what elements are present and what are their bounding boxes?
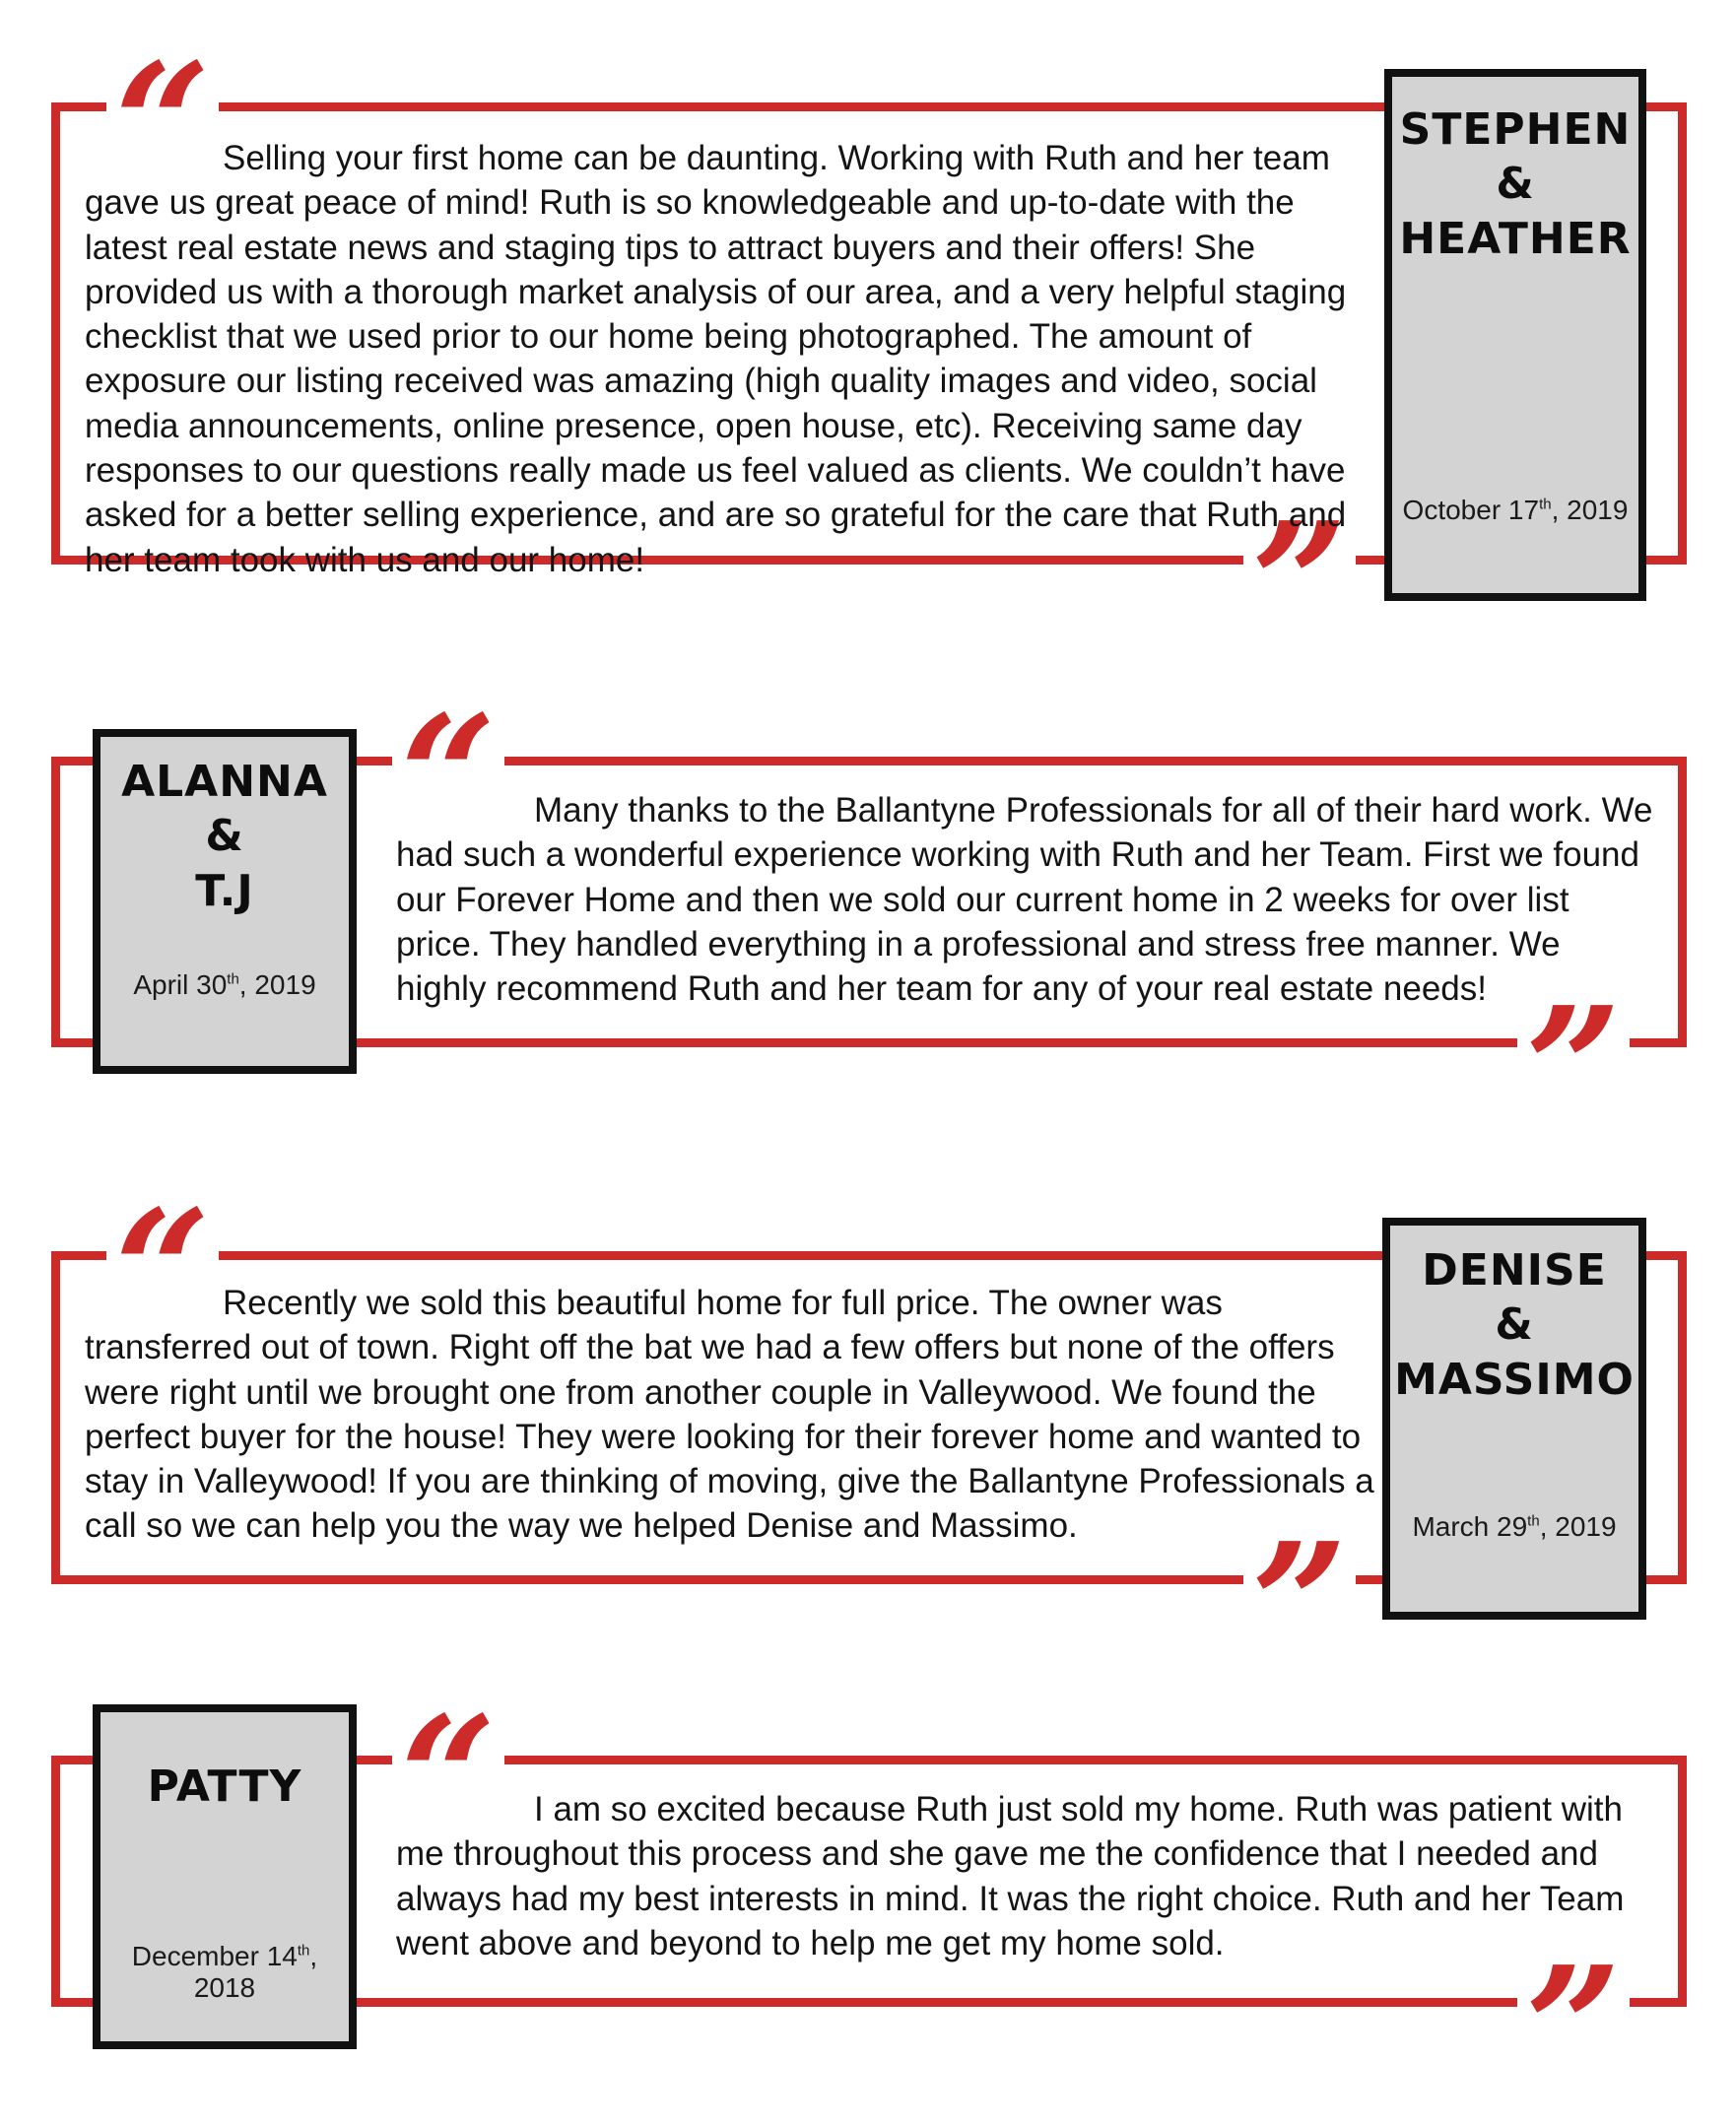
client-names: [1392, 102, 1638, 266]
testimonial-text: I am so excited because Ruth just sold my home. Ruth was patient with me throughout this process and she gave me the confidence that I needed and always had my best interests in mind. It was the right choice. Ruth and her Team went above and beyond to help me get my home sold.: [396, 1790, 1625, 1962]
testimonial-text: Many thanks to the Ballantyne Professionals for all of their hard work. We had such a wonderful experience working with Ruth and her Team. First we found our Forever Home and then we sold our current home in 2 weeks for over list price. They handled everything in a professional and stress free manner. We highly recommend Ruth and her team for any of your real estate needs!: [396, 791, 1653, 1009]
close-quote-icon: ”: [1517, 985, 1630, 1153]
close-quote-icon: ”: [1243, 1521, 1356, 1689]
open-quote-icon: “: [392, 1695, 504, 1862]
name-card: [93, 729, 357, 1074]
close-quote-icon: ”: [1517, 1945, 1630, 2112]
name-card: [1382, 1218, 1646, 1620]
ampersand: &: [1495, 1299, 1534, 1351]
open-quote-icon: “: [106, 41, 219, 209]
ampersand: &: [1496, 159, 1535, 210]
client-name: STEPHEN: [1399, 104, 1632, 155]
client-names: [100, 1760, 349, 1814]
client-name: ALANNA: [121, 757, 328, 807]
client-name: HEATHER: [1399, 213, 1632, 264]
client-name: PATTY: [147, 1762, 302, 1812]
close-quote-icon: ”: [1243, 500, 1356, 668]
open-quote-icon: “: [392, 694, 504, 861]
client-name: DENISE: [1422, 1245, 1607, 1296]
open-quote-icon: “: [106, 1188, 219, 1356]
name-card: [1384, 69, 1646, 601]
testimonial-date: March 29th, 2019: [1412, 1511, 1617, 1542]
testimonial-date: October 17th, 2019: [1402, 495, 1629, 525]
testimonial-date: December 14th, 2018: [131, 1941, 318, 2003]
name-card: [93, 1704, 357, 2049]
testimonial-date: April 30th, 2019: [133, 969, 316, 1000]
client-names: [100, 755, 349, 918]
client-name: T.J: [195, 865, 254, 916]
testimonial-text: Recently we sold this beautiful home for full price. The owner was transferred out of town. Right off the bat we had a few offers but none of the offers were right until we brought one from another couple in Valleywood. We found the perfect buyer for the house! They were looking for their forever home and wanted to stay in Valleywood! If you are thinking of moving, give the Ballantyne Professionals a call so we can help you the way we helped Denise and Massimo.: [85, 1284, 1374, 1546]
ampersand: &: [205, 811, 244, 862]
testimonial-text: Selling your first home can be daunting. Working with Ruth and her team gave us great peace of mind! Ruth is so knowledgeable and up-to-date with the latest real estate news and staging tips to attract buyers and their offers! She provided us with a thorough market analysis of our area, and a very helpful staging checklist that we used prior to our home being photographed. The amount of exposure our listing received was amazing (high quality images and video, social media announcements, online presence, open house, etc). Receiving same day responses to our questions really made us feel valued as clients. We couldn’t have asked for a better selling experience, and are so grateful for the care that Ruth and her team took with us and our home!: [85, 139, 1347, 579]
client-name: MASSIMO: [1394, 1354, 1635, 1405]
client-names: [1390, 1243, 1638, 1407]
